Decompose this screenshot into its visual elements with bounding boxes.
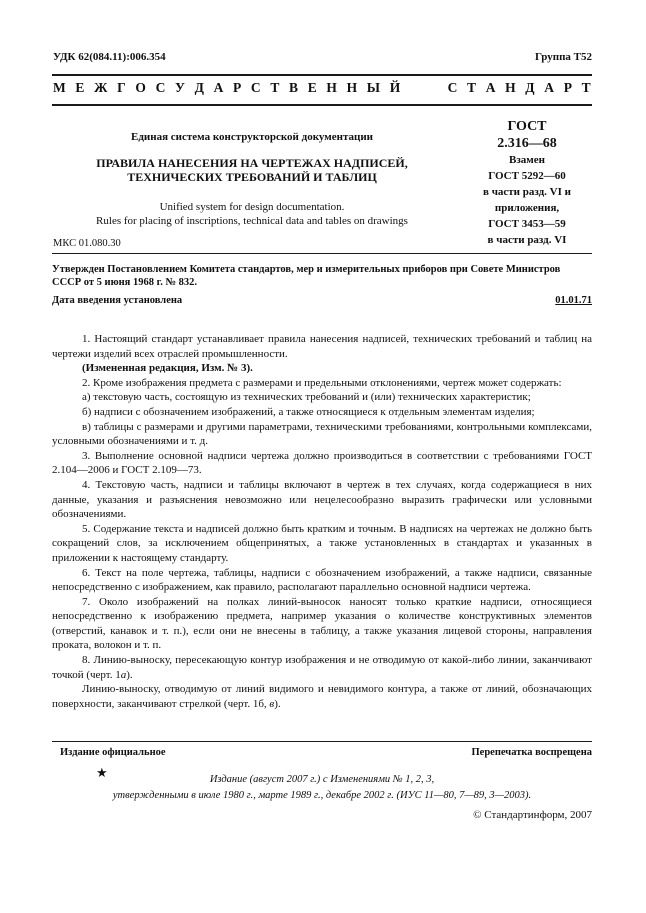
clause-1: 1. Настоящий стандарт устанавливает правила нанесения надписей, технических требований и таблиц на чертежи изделий всех отраслей промышленности. bbox=[52, 333, 592, 360]
clause-2a: а) текстовую часть, состоящую из технических требований и (или) технических характеристик; bbox=[82, 391, 531, 404]
banner-word-1-letter: Р bbox=[233, 80, 242, 95]
banner-word-2-letter: С bbox=[447, 80, 458, 95]
banner-word-1-letter: Й bbox=[389, 80, 401, 95]
banner-word-2-letter: Н bbox=[505, 80, 516, 95]
gost-ref-1-part: в части разд. VI и bbox=[483, 186, 571, 198]
gost-ref-1: ГОСТ 5292—60 bbox=[488, 170, 566, 182]
banner-word-2-letter: А bbox=[485, 80, 496, 95]
approval-text: Утвержден Постановлением Комитета стандартов, мер и измерительных приборов при Совете Министров СССР от 5 июня 1968 г. № 832. bbox=[52, 264, 561, 288]
footer-rule bbox=[52, 741, 592, 742]
official-edition: Издание официальное bbox=[60, 747, 166, 758]
banner-word-1-letter: Ы bbox=[366, 80, 381, 95]
banner-rule bbox=[52, 104, 592, 106]
english-line-1: Unified system for design documentation. bbox=[159, 201, 345, 213]
clause-2c: в) таблицы с размерами и другими параметрами, техническими требованиями, контрольными комплексами, условными обозначениями и т. д. bbox=[52, 420, 592, 448]
banner-word-1-letter: Е bbox=[75, 80, 85, 95]
banner-word-2-letter: А bbox=[544, 80, 555, 95]
clause-2: 2. Кроме изображения предмета с размерами и предельными отклонениями, чертеж может содержать: bbox=[82, 376, 562, 389]
clause-8-end: ). bbox=[126, 668, 133, 681]
clause-1-amendment: (Измененная редакция, Изм. № 3). bbox=[82, 362, 253, 375]
top-rule bbox=[52, 74, 592, 76]
interstate-standard-banner bbox=[53, 80, 591, 96]
title-rule bbox=[52, 253, 592, 254]
banner-word-1-letter: С bbox=[250, 80, 261, 95]
title-line-1: ПРАВИЛА НАНЕСЕНИЯ НА ЧЕРТЕЖАХ НАДПИСЕЙ, bbox=[96, 156, 408, 170]
introduction-date-label: Дата введения установлена bbox=[52, 295, 183, 306]
clause-8-a: а bbox=[120, 668, 127, 681]
banner-word-2-letter: Д bbox=[525, 80, 535, 95]
copyright: © Стандартинформ, 2007 bbox=[473, 809, 592, 821]
clause-8-cont-start: Линию-выноску, отводимую от линий видимого и невидимого контура, а также от линий, обозначающих поверхности, заканчивают стрелкой (черт. 1б, bbox=[52, 683, 592, 710]
banner-gap bbox=[410, 80, 438, 96]
english-title bbox=[52, 200, 452, 228]
banner-word-1-letter: Т bbox=[270, 80, 280, 95]
banner-word-1-letter: Г bbox=[117, 80, 126, 95]
clause-8-cont-v: в bbox=[269, 697, 275, 710]
clause-8-continued bbox=[52, 682, 592, 711]
gost-label: ГОСТ bbox=[507, 119, 547, 134]
edition-line-1: Издание (август 2007 г.) с Изменениями № 1, 2, 3, bbox=[209, 774, 435, 785]
gost-block bbox=[462, 119, 592, 248]
banner-word-1-letter: А bbox=[213, 80, 224, 95]
gost-replaces: Взамен bbox=[509, 154, 545, 166]
mks-code: МКС 01.080.30 bbox=[53, 238, 121, 249]
clause-8-start: 8. Линию-выноску, пересекающую контур изображения и не отводимую от какой-либо линии, заканчивают точкой (черт. 1 bbox=[52, 654, 592, 681]
banner-word-1-letter: Д bbox=[194, 80, 204, 95]
standard-body bbox=[52, 332, 592, 711]
group-code: Группа Т52 bbox=[534, 51, 592, 63]
english-line-2: Rules for placing of inscriptions, technical data and tables on drawings bbox=[96, 215, 408, 227]
gost-ref-2-part: в части разд. VI bbox=[487, 234, 567, 246]
clause-8-cont-end: ). bbox=[274, 697, 281, 710]
clause-8 bbox=[52, 653, 592, 682]
clause-2b: б) надписи с обозначением изображений, а также относящиеся к отдельным элементам изделия; bbox=[82, 405, 535, 418]
clause-7: 7. Около изображений на полках линий-выносок наносят только краткие надписи, относящиеся непосредственно к изображению предмета, например указания о количестве конструктивных элементов (отверстий, канавок и т. п.), если они не внесены в таблицу, а также указания лицевой стороны, направления проката, волокон и т. п. bbox=[52, 595, 592, 652]
banner-word-2-letter: Т bbox=[581, 80, 591, 95]
banner-word-2-letter: Р bbox=[563, 80, 572, 95]
gost-ref-2: ГОСТ 3453—59 bbox=[488, 218, 566, 230]
udk-code: УДК 62(084.11):006.354 bbox=[53, 51, 166, 63]
clause-6: 6. Текст на поле чертежа, таблицы, надписи с обозначением изображений, а также надписи, связанные непосредственно с изображением, как правило, располагают параллельно основной надписи чертежа. bbox=[52, 566, 592, 594]
banner-word-1-letter: С bbox=[155, 80, 166, 95]
edition-note bbox=[52, 772, 592, 804]
banner-word-1-letter: О bbox=[135, 80, 146, 95]
edition-line-2: утвержденными в июле 1980 г., марте 1989 г., декабре 2002 г. (ИУС 11—80, 7—89, 3—2003). bbox=[112, 790, 532, 801]
reprint-prohibited: Перепечатка воспрещена bbox=[471, 747, 592, 758]
clause-5: 5. Содержание текста и надписей должно быть кратким и точным. В надписях на чертежах не должно быть сокращений слов, за исключением общепринятых, а также установленных в стандартах и указанных в приложении к настоящему стандарту. bbox=[52, 522, 592, 564]
system-name: Единая система конструкторской документации bbox=[131, 131, 373, 143]
banner-word-2-letter: Т bbox=[467, 80, 477, 95]
clause-4: 4. Текстовую часть, надписи и таблицы включают в чертеж в тех случаях, когда содержащиеся в них данные, указания и разъяснения невозможно или нецелесообразно выразить графически или условными обозначениями. bbox=[52, 478, 592, 521]
banner-word-1-letter: Е bbox=[307, 80, 317, 95]
banner-word-1-letter: У bbox=[175, 80, 185, 95]
star-icon: ★ bbox=[96, 765, 108, 780]
banner-word-1-letter: М bbox=[53, 80, 66, 95]
clause-3: 3. Выполнение основной надписи чертежа должно производиться в соответствии с требованиями ГОСТ 2.104—2006 и ГОСТ 2.109—73. bbox=[52, 449, 592, 477]
introduction-date: 01.01.71 bbox=[555, 295, 592, 306]
document-title bbox=[52, 156, 452, 184]
banner-word-1-letter: Ж bbox=[94, 80, 108, 95]
gost-number: 2.316—68 bbox=[497, 136, 557, 151]
banner-word-1-letter: В bbox=[289, 80, 299, 95]
banner-word-1-letter: Н bbox=[326, 80, 337, 95]
gost-ref-1-part2: приложения, bbox=[494, 202, 560, 214]
banner-word-1-letter: Н bbox=[346, 80, 358, 95]
title-line-2: ТЕХНИЧЕСКИХ ТРЕБОВАНИЙ И ТАБЛИЦ bbox=[127, 170, 377, 184]
